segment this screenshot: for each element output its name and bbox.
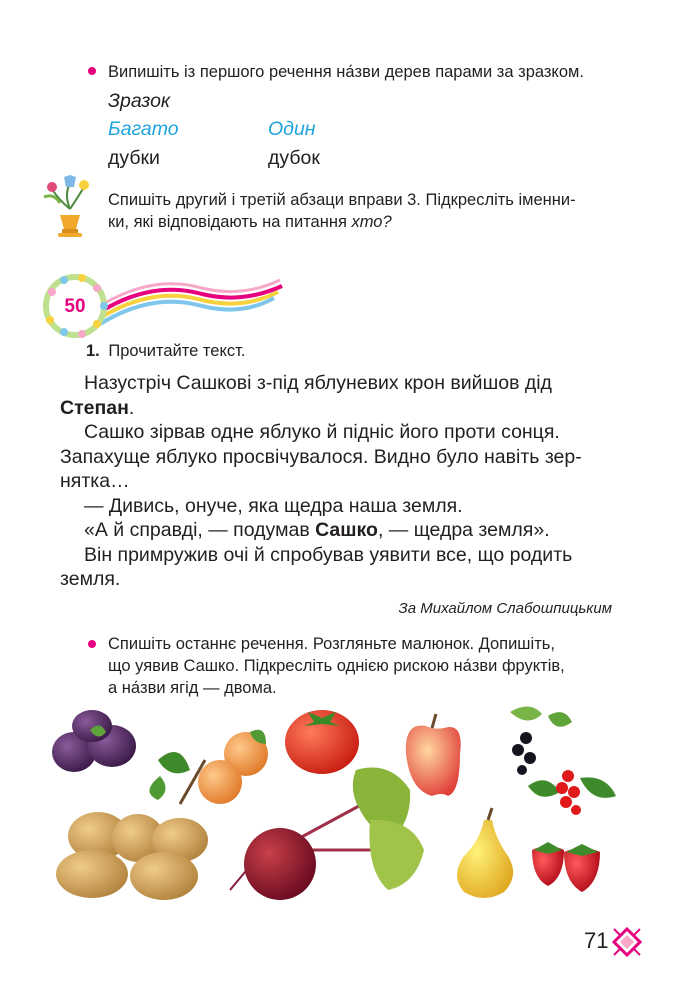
- task3-line-2: що уявив Сашко. Підкресліть однією рискою на́зви фруктів,: [108, 657, 565, 675]
- reading-line: [60, 494, 616, 519]
- reading-line: [60, 420, 616, 445]
- task2-line-1: Спишіть другий і третій абзаци вправи 3. Підкресліть іменни-: [108, 191, 576, 209]
- reading-text-line: Він примружив очі й спробував уявити все, що родить: [84, 543, 573, 566]
- reading-line: нятка…: [60, 470, 130, 492]
- reading-text-line: Сашко зірвав одне яблуко й підніс його проти сонця.: [84, 421, 560, 443]
- reading-line: [60, 396, 616, 421]
- reading-text-line: «А й справді, — подумав: [84, 519, 316, 541]
- blackcurrant-image: [510, 706, 572, 775]
- step-number: 1.: [86, 342, 100, 360]
- character-name-sashko: Сашко: [315, 519, 378, 541]
- task2-instruction: [108, 189, 576, 233]
- column-header-many: Багато: [108, 118, 179, 140]
- character-name-stepan: Степан: [60, 396, 129, 419]
- ornament-icon: [612, 927, 642, 957]
- sample-singular-word: дубок: [268, 147, 320, 169]
- task3-instruction: [108, 633, 565, 699]
- reading-text-line: .: [128, 396, 135, 419]
- tomato-image: [285, 710, 359, 774]
- plums-image: [52, 710, 136, 772]
- step-heading: [86, 342, 245, 361]
- reading-text-line: Назустріч Сашкові з-під яблуневих крон вийшов дід: [84, 372, 552, 394]
- reading-text: [60, 371, 616, 592]
- reading-text-line: — Дивись, онуче, яка щедра наша земля.: [84, 494, 463, 517]
- reading-line: [60, 543, 616, 568]
- task3-line-1: Спишіть останнє речення. Розгляньте малюнок. Допишіть,: [108, 635, 555, 653]
- reading-line: земля.: [60, 568, 121, 590]
- apple-image: [406, 714, 461, 796]
- reading-line: [60, 518, 616, 543]
- exercise-number-badge: [42, 272, 287, 340]
- produce-illustration: [40, 700, 640, 910]
- beet-image: [230, 768, 424, 901]
- sample-label: Зразок: [108, 90, 171, 112]
- task2-question-word: хто?: [351, 213, 392, 231]
- apricots-image: [149, 730, 268, 804]
- column-header-one: Один: [268, 118, 316, 140]
- redcurrant-image: [528, 770, 616, 815]
- strawberries-image: [532, 842, 600, 892]
- task3-line-3: а на́зви ягід — двома.: [108, 679, 277, 697]
- task1-instruction: Випишіть із першого речення на́зви дерев парами за зразком.: [108, 63, 584, 81]
- author-attribution: За Михайлом Слабошпицьким: [398, 600, 612, 617]
- bullet-marker: [88, 640, 96, 648]
- task2-line-2-text: ки, які відповідають на питання: [108, 213, 352, 231]
- step-label: Прочитайте текст.: [108, 342, 246, 360]
- bullet-marker: [88, 67, 96, 75]
- reading-line: Запахуще яблуко просвічувалося. Видно було навіть зер-: [60, 445, 582, 468]
- pear-image: [457, 808, 513, 898]
- potatoes-image: [56, 812, 208, 900]
- sample-plural-word: дубки: [108, 147, 160, 169]
- exercise-number: 50: [64, 296, 86, 317]
- task2-line-2: [108, 211, 576, 233]
- page-number: 71: [584, 928, 609, 953]
- flower-vase-icon: [40, 175, 100, 241]
- reading-text-line: , — щедра земля».: [377, 519, 550, 541]
- reading-line: [60, 371, 616, 396]
